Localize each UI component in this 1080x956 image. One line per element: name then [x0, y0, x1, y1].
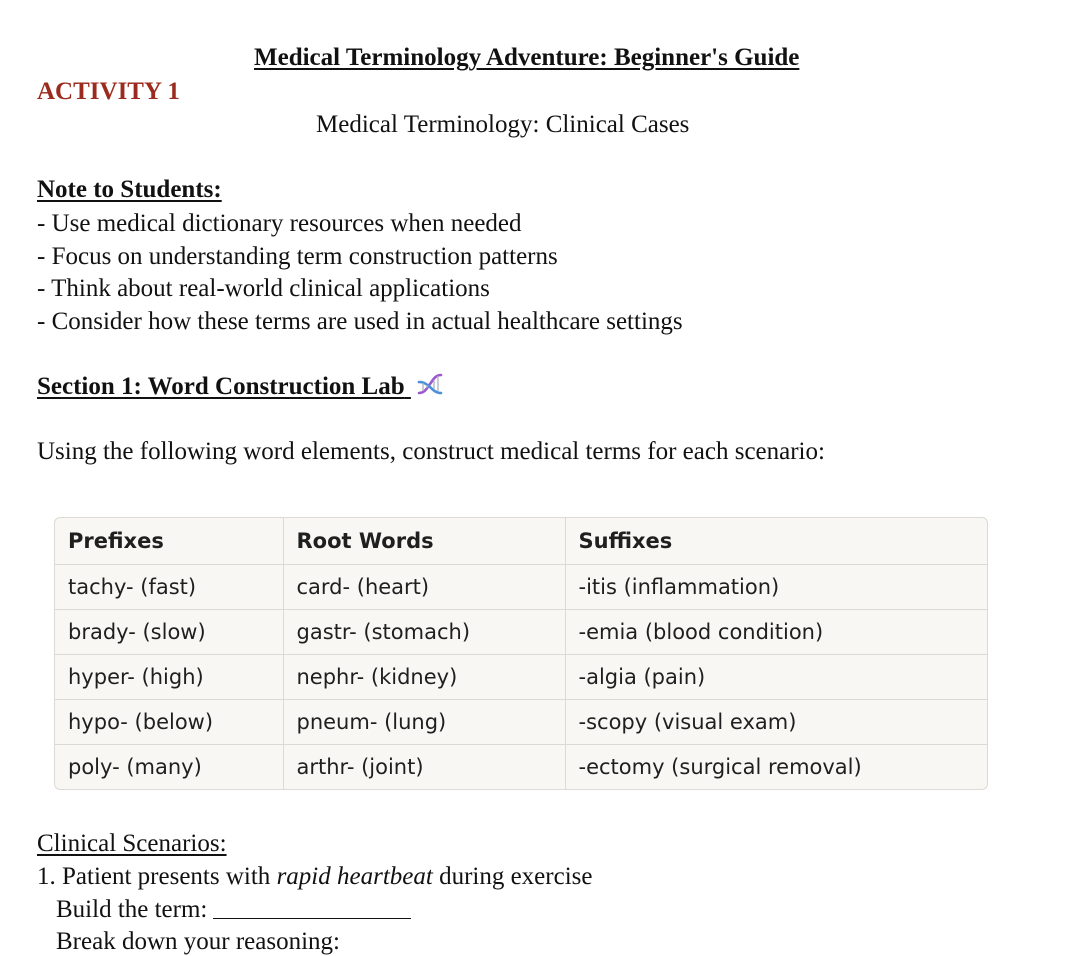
suffix-cell: -emia (blood condition)	[565, 609, 987, 654]
note-item: - Consider how these terms are used in actual healthcare settings	[37, 308, 683, 336]
section-heading	[37, 372, 445, 401]
document-title: Medical Terminology Adventure: Beginner's Guide	[254, 44, 800, 71]
scenario-1-prefix: 1. Patient presents with	[37, 863, 277, 890]
document-subtitle: Medical Terminology: Clinical Cases	[316, 111, 690, 138]
root-cell: arthr- (joint)	[283, 744, 565, 789]
section-heading-text: Section 1: Word Construction Lab	[37, 373, 405, 400]
table-row	[55, 744, 987, 789]
root-cell: pneum- (lung)	[283, 699, 565, 744]
build-term-prompt	[56, 896, 411, 924]
answer-blank[interactable]	[213, 898, 411, 919]
scenario-1-emphasis: rapid heartbeat	[276, 863, 433, 890]
table-row	[55, 699, 987, 744]
note-item: - Focus on understanding term construction patterns	[37, 242, 558, 270]
suffix-cell: -itis (inflammation)	[565, 564, 987, 609]
note-item: - Think about real-world clinical applications	[37, 275, 490, 303]
build-term-label: Build the term:	[56, 896, 208, 923]
suffix-cell: -algia (pain)	[565, 654, 987, 699]
column-header-prefixes: Prefixes	[55, 518, 283, 564]
dna-icon	[415, 372, 445, 396]
clinical-scenarios-heading: Clinical Scenarios:	[37, 830, 227, 857]
root-cell: nephr- (kidney)	[283, 654, 565, 699]
root-cell: gastr- (stomach)	[283, 609, 565, 654]
suffix-cell: -scopy (visual exam)	[565, 699, 987, 744]
word-elements-table	[54, 517, 988, 790]
note-item: - Use medical dictionary resources when needed	[37, 210, 522, 237]
column-header-root-words: Root Words	[283, 518, 565, 564]
table-header-row	[55, 518, 987, 564]
table-row	[55, 654, 987, 699]
breakdown-prompt: Break down your reasoning:	[56, 928, 340, 955]
table-row	[55, 564, 987, 609]
scenario-question-1	[37, 863, 592, 891]
prefix-cell: tachy- (fast)	[55, 564, 283, 609]
scenario-1-suffix: during exercise	[432, 863, 593, 890]
root-cell: card- (heart)	[283, 564, 565, 609]
table-row	[55, 609, 987, 654]
column-header-suffixes: Suffixes	[565, 518, 987, 564]
note-list	[37, 208, 683, 339]
prefix-cell: hypo- (below)	[55, 699, 283, 744]
suffix-cell: -ectomy (surgical removal)	[578, 754, 862, 779]
instruction-text: Using the following word elements, construct medical terms for each scenario:	[37, 438, 825, 465]
prefix-cell: hyper- (high)	[55, 654, 283, 699]
prefix-cell: brady- (slow)	[55, 609, 283, 654]
activity-label: ACTIVITY 1	[37, 78, 180, 105]
prefix-cell: poly- (many)	[55, 744, 283, 789]
note-heading: Note to Students:	[37, 176, 222, 203]
